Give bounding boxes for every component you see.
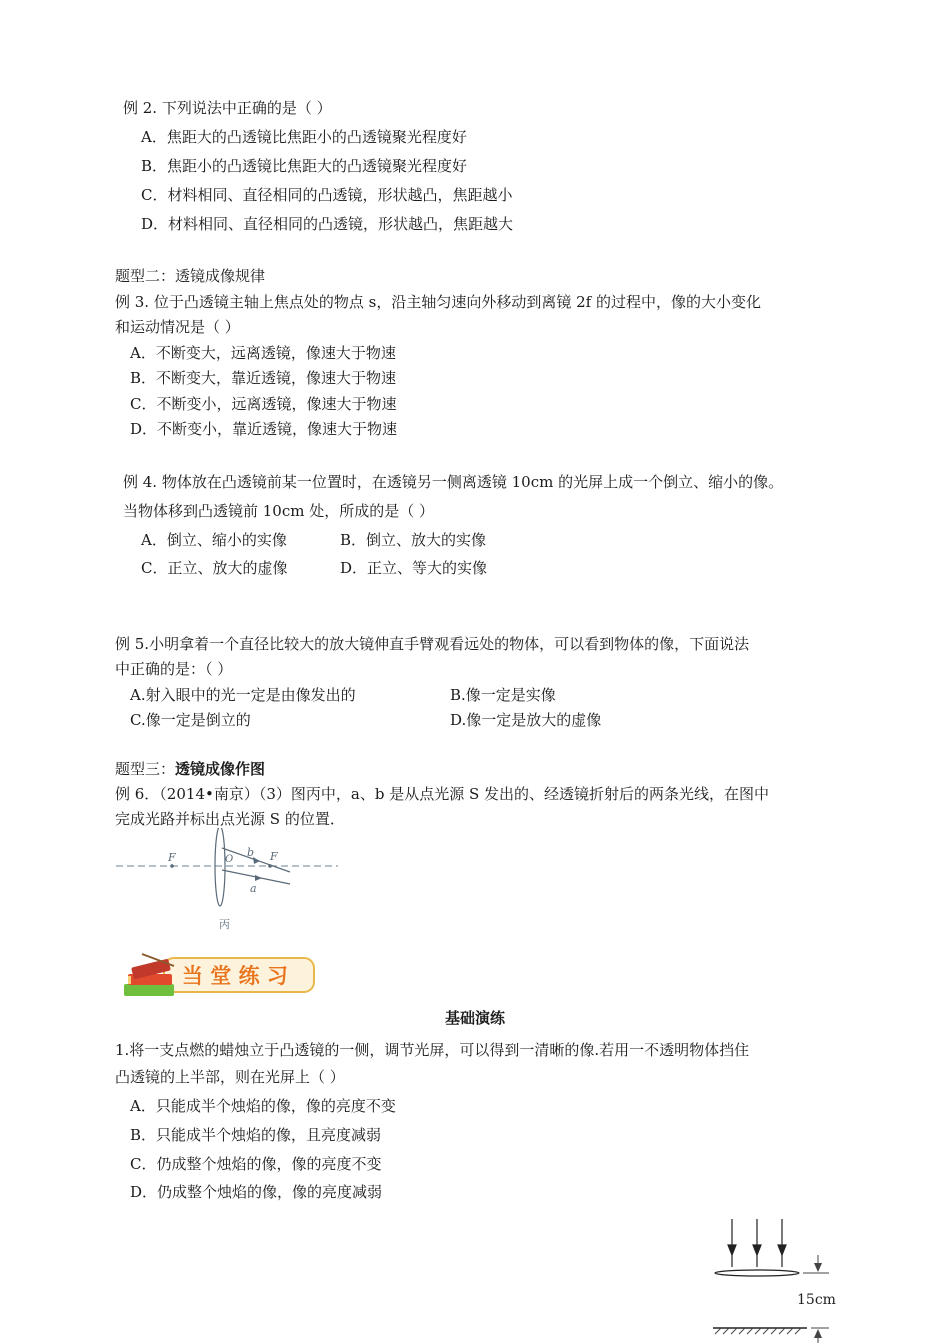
ex4-stem-line1: 例 4. 物体放在凸透镜前某一位置时，在透镜另一侧离透镜 10cm 的光屏上成一个倒立、缩小的像。 — [123, 473, 784, 491]
label-f-right: F — [270, 850, 278, 863]
dimension-arrow-top-head — [814, 1263, 822, 1272]
lens-screen-diagram — [705, 1215, 845, 1344]
ex6-stem-line2: 完成光路并标出点光源 S 的位置． — [115, 810, 345, 828]
label-b: b — [247, 846, 255, 859]
ex2-option-a: A．焦距大的凸透镜比焦距小的凸透镜聚光程度好 — [141, 128, 467, 146]
label-f-left: F — [168, 851, 176, 864]
type3-title: 透镜成像作图 — [175, 760, 266, 778]
type3-heading — [115, 759, 265, 779]
ray-a-arrow — [255, 875, 262, 881]
ray-b-arrow — [253, 857, 260, 864]
lens — [715, 1270, 799, 1276]
ex4-option-c: C．正立、放大的虚像 — [141, 559, 288, 577]
label-o: O — [225, 854, 234, 865]
label-a: a — [250, 882, 257, 895]
q1-option-a: A．只能成半个烛焰的像，像的亮度不变 — [130, 1097, 396, 1115]
section-heading-basic: 基础演练 — [444, 1009, 505, 1027]
banner-text: 当 堂 练 习 — [182, 963, 288, 988]
ex3-stem-line2: 和运动情况是（ ） — [115, 318, 240, 336]
q1-option-d: D．仍成整个烛焰的像，像的亮度减弱 — [130, 1183, 383, 1201]
ex3-option-a: A．不断变大，远离透镜，像速大于物速 — [130, 344, 396, 362]
q1-stem-line2: 凸透镜的上半部，则在光屏上（ ） — [115, 1068, 345, 1086]
type2-heading: 题型二：透镜成像规律 — [115, 267, 266, 285]
ex2-option-d: D．材料相同、直径相同的凸透镜，形状越凸，焦距越大 — [141, 215, 514, 233]
q1-option-c: C．仍成整个烛焰的像，像的亮度不变 — [130, 1155, 382, 1173]
ex5-stem-line2: 中正确的是：（ ） — [115, 660, 233, 678]
q1-option-b: B．只能成半个烛焰的像，且亮度减弱 — [130, 1126, 382, 1144]
ex2-option-b: B．焦距小的凸透镜比焦距大的凸透镜聚光程度好 — [141, 157, 468, 175]
ex5-stem-line1: 例 5.小明拿着一个直径比较大的放大镜伸直手臂观看远处的物体，可以看到物体的像，下面说法 — [115, 635, 750, 653]
incident-rays — [728, 1219, 786, 1267]
ex5-option-a: A.射入眼中的光一定是由像发出的 — [130, 686, 356, 704]
ex3-option-b: B．不断变大，靠近透镜，像速大于物速 — [130, 369, 397, 387]
ex3-option-c: C．不断变小，远离透镜，像速大于物速 — [130, 395, 397, 413]
dimension-arrow-bottom-head — [814, 1329, 822, 1338]
figure-caption: 丙 — [219, 918, 230, 931]
ex3-stem-line1: 例 3. 位于凸透镜主轴上焦点处的物点 s，沿主轴匀速向外移动到离镜 2f 的过程中，像的大小变化 — [115, 293, 761, 311]
distance-label: 15cm — [797, 1292, 836, 1308]
ex3-option-d: D．不断变小，靠近透镜，像速大于物速 — [130, 420, 398, 438]
ex4-stem-line2: 当物体移到凸透镜前 10cm 处，所成的是（ ） — [123, 502, 435, 520]
ex4-option-b: B．倒立、放大的实像 — [340, 531, 487, 549]
books-icon — [124, 954, 174, 996]
ex5-option-c: C.像一定是倒立的 — [130, 711, 251, 729]
q1-stem-line1: 1.将一支点燃的蜡烛立于凸透镜的一侧，调节光屏，可以得到一清晰的像.若用一不透明物体挡住 — [115, 1041, 750, 1059]
practice-banner — [118, 948, 318, 1004]
screen-hatching — [715, 1328, 801, 1334]
ex2-stem: 例 2. 下列说法中正确的是（ ） — [123, 99, 332, 117]
ex4-option-a: A．倒立、缩小的实像 — [141, 531, 287, 549]
ex5-option-d: D.像一定是放大的虚像 — [450, 711, 602, 729]
ex5-option-b: B.像一定是实像 — [450, 686, 556, 704]
convex-lens — [215, 828, 225, 906]
ex2-option-c: C．材料相同、直径相同的凸透镜，形状越凸，焦距越小 — [141, 186, 513, 204]
ex4-option-d: D．正立、等大的实像 — [340, 559, 488, 577]
focus-left-dot — [170, 864, 174, 868]
type3-prefix: 题型三： — [115, 760, 176, 778]
lens-ray-diagram — [112, 828, 342, 936]
ex6-stem-line1: 例 6．（2014•南京）（3）图丙中，a、b 是从点光源 S 发出的、经透镜折射后的两条光线，在图中 — [115, 785, 770, 803]
